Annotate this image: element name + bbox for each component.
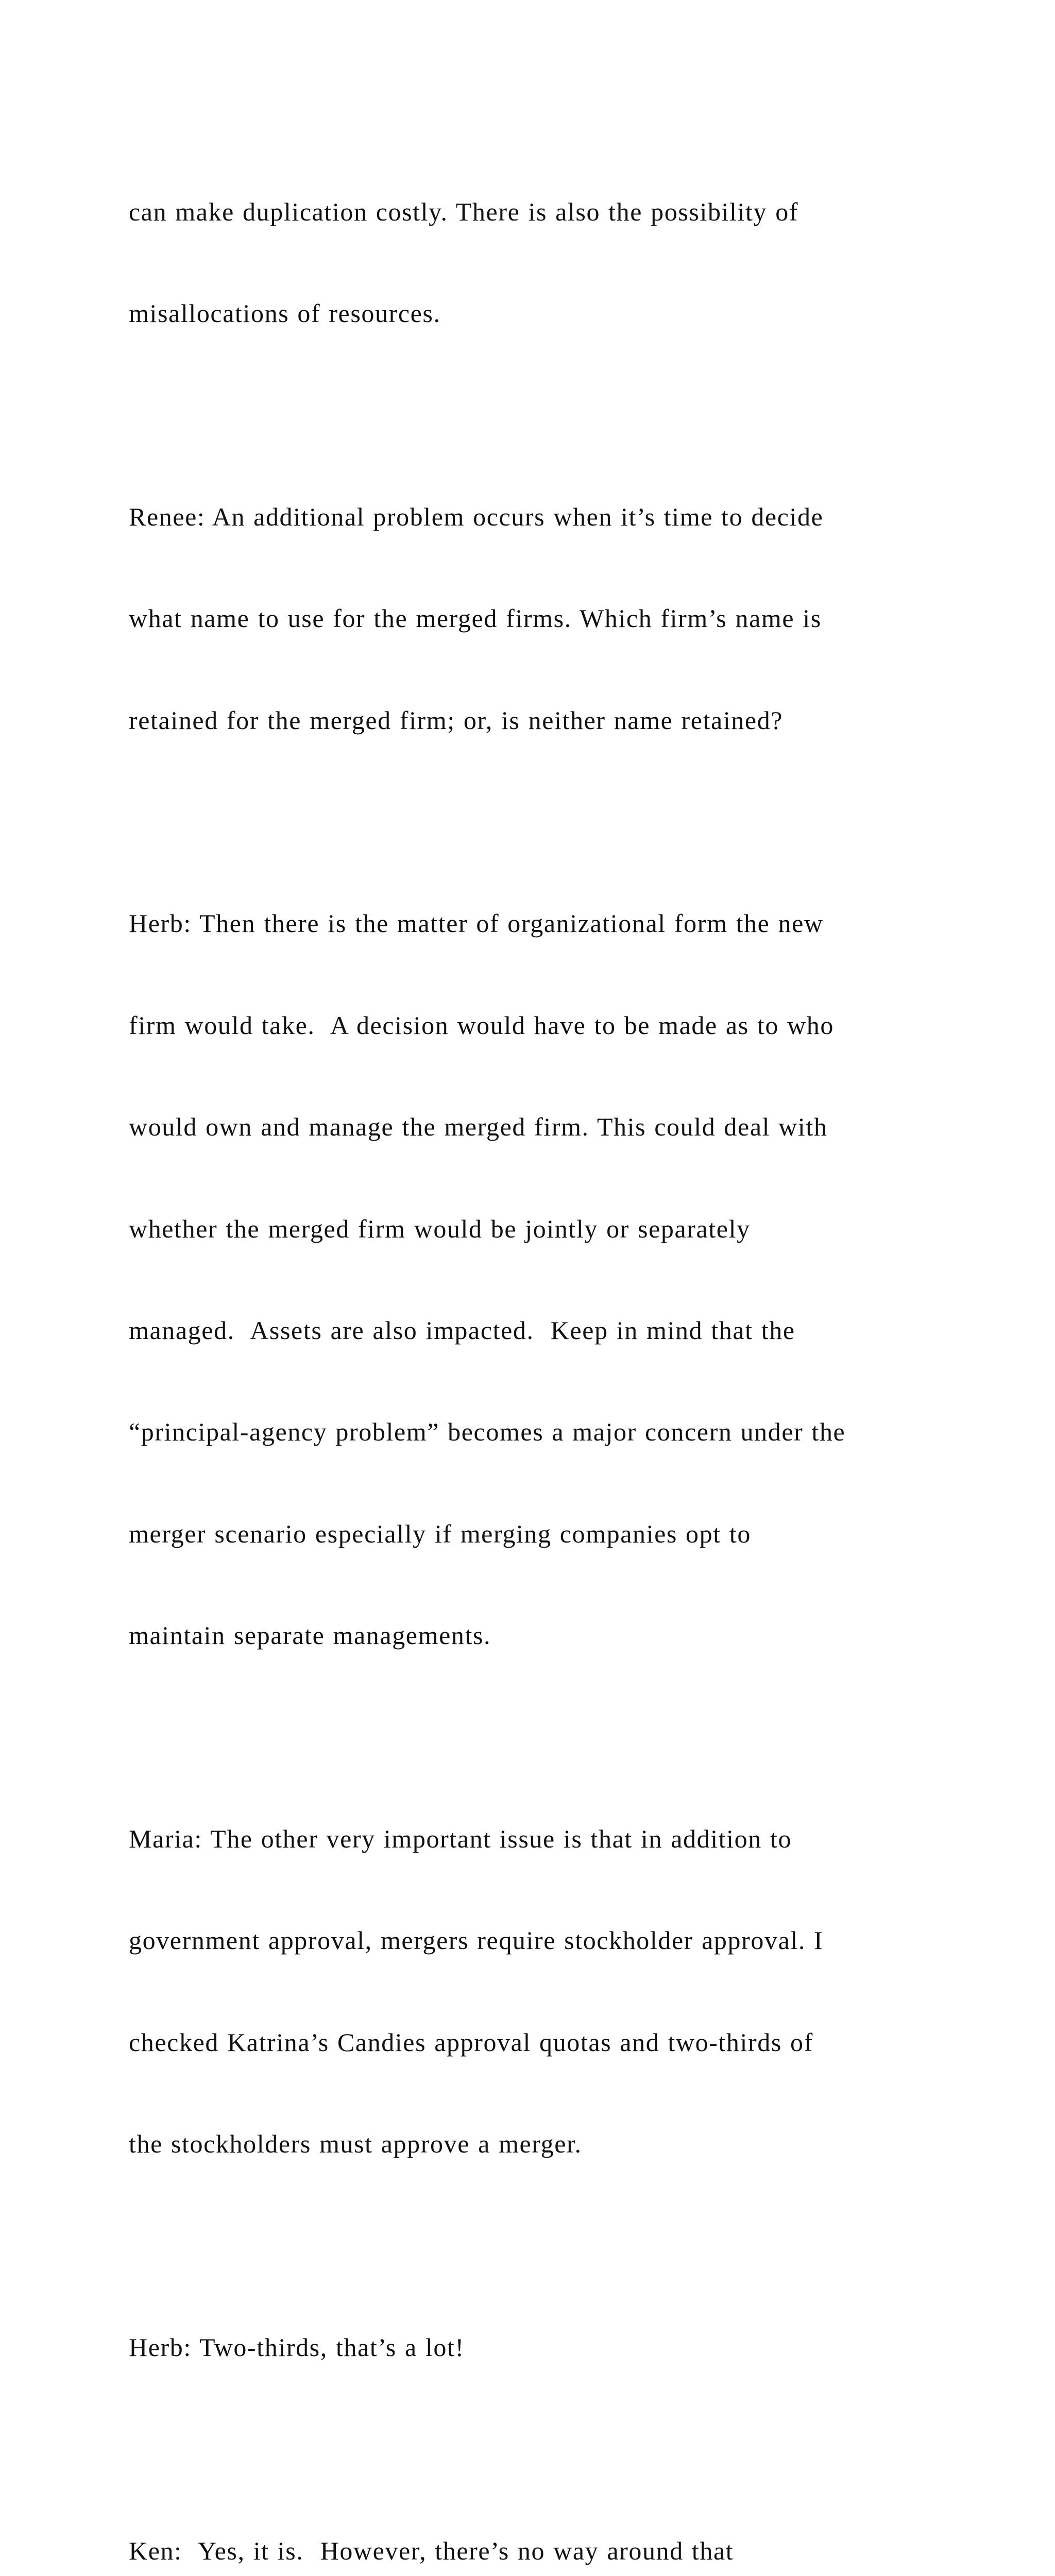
text-line: Renee: An additional problem occurs when it’s time to decide <box>129 502 824 531</box>
text-line: checked Katrina’s Candies approval quotas and two-thirds of <box>129 2027 813 2057</box>
text-line: can make duplication costly. There is also the possibility of <box>129 197 799 226</box>
document-body <box>129 127 974 2576</box>
text-line: managed. Assets are also impacted. Keep in mind that the <box>129 1315 795 1345</box>
text-line: merger scenario especially if merging companies opt to <box>129 1519 751 1548</box>
paragraph-2 <box>129 432 974 805</box>
text-line: Maria: The other very important issue is that in addition to <box>129 1824 792 1853</box>
paragraph-4 <box>129 1754 974 2229</box>
paragraph-5 <box>129 2263 974 2432</box>
text-line: maintain separate managements. <box>129 1621 491 1650</box>
text-line: misallocations of resources. <box>129 298 441 328</box>
text-line: “principal-agency problem” becomes a major concern under the <box>129 1417 846 1447</box>
text-line: what name to use for the merged firms. Which firm’s name is <box>129 604 822 633</box>
paragraph-3 <box>129 839 974 1721</box>
text-line: Herb: Two-thirds, that’s a lot! <box>129 2332 465 2362</box>
text-line: Ken: Yes, it is. However, there’s no way around that <box>129 2536 734 2565</box>
paragraph-1 <box>129 127 974 398</box>
text-line: whether the merged firm would be jointly or separately <box>129 1214 751 1243</box>
text-line: the stockholders must approve a merger. <box>129 2129 582 2159</box>
text-line: retained for the merged firm; or, is neither name retained? <box>129 705 784 735</box>
paragraph-6 <box>129 2466 974 2576</box>
text-line: firm would take. A decision would have to be made as to who <box>129 1010 834 1040</box>
text-line: would own and manage the merged firm. This could deal with <box>129 1112 828 1142</box>
text-line: Herb: Then there is the matter of organizational form the new <box>129 909 824 938</box>
text-line: government approval, mergers require stockholder approval. I <box>129 1926 824 1955</box>
